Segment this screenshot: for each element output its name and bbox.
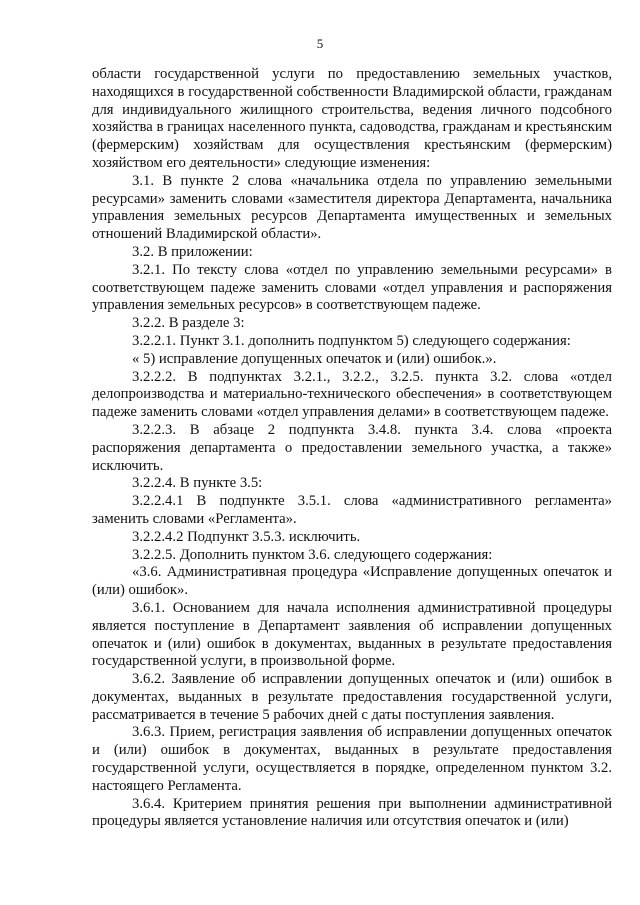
paragraph: 3.2.2.1. Пункт 3.1. дополнить подпунктом 5) следующего содержания: (132, 332, 571, 349)
paragraph: 3.6.1. Основанием для начала исполнения административной процедуры является поступление в Департамент заявления об исправлении допущенных опечаток и (или) ошибок в документах, выданных в результате предоставления государственной услуги, в произвольной форме. (92, 599, 612, 670)
paragraph: 3.2.2.5. Дополнить пунктом 3.6. следующего содержания: (132, 546, 493, 563)
paragraph: 3.2.1. По тексту слова «отдел по управлению земельными ресурсами» в соответствующем падеже заменить словами «отдел управления и распоряжения управления земельных ресурсов» в соответствующем падеже. (92, 261, 612, 314)
page-number: 5 (316, 36, 324, 51)
document-body (92, 66, 612, 831)
paragraph: области государственной услуги по предоставлению земельных участков, находящихся в государственной собственности Владимирской области, гражданам для индивидуального жилищного строительства, ведения личного подсобного хозяйства в границах населенного пункта, садоводства, гражданам и крестьянским (фермерским) хозяйствам для осуществления крестьянским (фермерским) хозяйством его деятельности» следующие изменения: (92, 66, 612, 171)
paragraph: 3.2.2. В разделе 3: (132, 315, 245, 332)
paragraph: 3.2.2.3. В абзаце 2 подпункта 3.4.8. пункта 3.4. слова «проекта распоряжения департамента о предоставлении земельного участка, а также» исключить. (92, 421, 612, 474)
paragraph: 3.1. В пункте 2 слова «начальника отдела по управлению земельными ресурсами» заменить словами «заместителя директора Департамента, начальника управления земельных ресурсов Департамента имущественных и земельных отношений Владимирской области». (92, 172, 612, 243)
paragraph: 3.2.2.4.2 Подпункт 3.5.3. исключить. (132, 528, 361, 545)
paragraph: 3.6.3. Прием, регистрация заявления об исправлении допущенных опечаток и (или) ошибок в документах, выданных в результате предоставления государственной услуги, осуществляется в порядке, определенном пунктом 3.2. настоящего Регламента. (92, 724, 612, 794)
paragraph: 3.2.2.4. В пункте 3.5: (132, 475, 263, 492)
paragraph: 3.2.2.4.1 В подпункте 3.5.1. слова «административного регламента» заменить словами «Регламента». (92, 493, 612, 527)
paragraph: 3.6.4. Критерием принятия решения при выполнении административной процедуры является установление наличия или отсутствия опечаток и (или) (92, 795, 612, 830)
paragraph: 3.2.2.2. В подпунктах 3.2.1., 3.2.2., 3.2.5. пункта 3.2. слова «отдел делопроизводства и материально-технического обеспечения» в соответствующем падеже заменить словами «отдел управления делами» в соответствующем падеже. (92, 368, 612, 421)
paragraph: «3.6. Административная процедура «Исправление допущенных опечаток и (или) ошибок». (92, 564, 612, 599)
paragraph: 3.6.2. Заявление об исправлении допущенных опечаток и (или) ошибок в документах, выданных в результате предоставления государственной услуги, рассматривается в течение 5 рабочих дней с даты поступления заявления. (92, 671, 612, 723)
paragraph: « 5) исправление допущенных опечаток и (или) ошибок.». (132, 350, 497, 367)
paragraph: 3.2. В приложении: (132, 243, 253, 260)
